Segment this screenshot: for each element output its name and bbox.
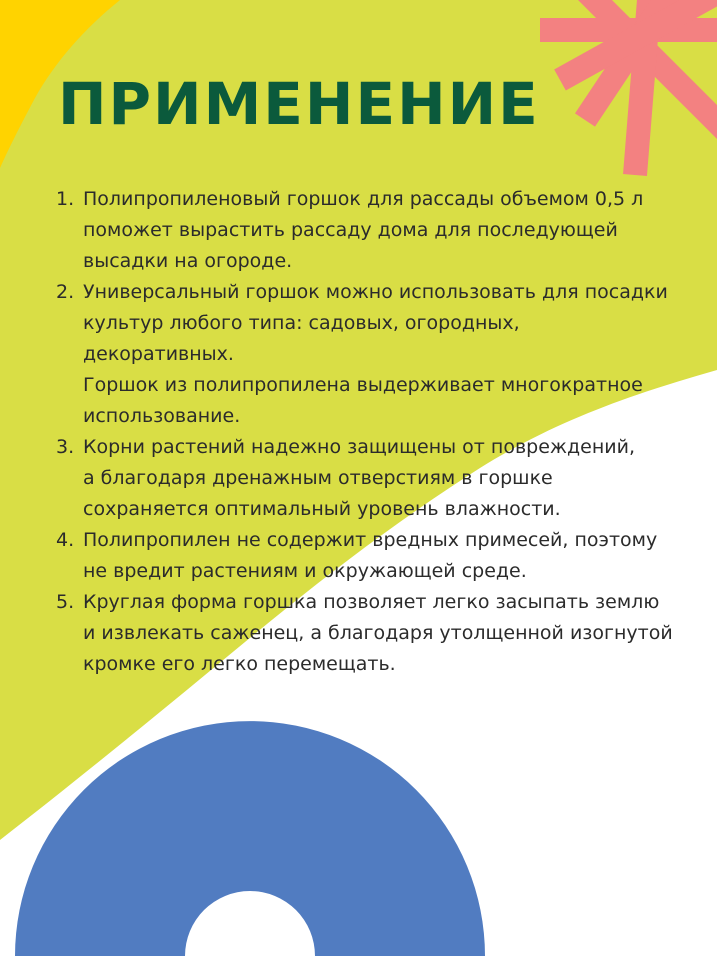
list-item-text [83,525,676,587]
text-line: Горшок из полипропилена выдерживает многократное [83,374,643,396]
text-line: культур любого типа: садовых, огородных, декоративных. [83,312,520,365]
list-item [56,184,676,277]
list-item-number: 2. [56,281,75,303]
list-item [56,432,676,525]
text-line: а благодаря дренажным отверстиям в горшке [83,467,553,489]
list-item-number: 3. [56,436,75,458]
text-line: высадки на огороде. [83,250,293,272]
text-line: поможет вырастить рассаду дома для последующей [83,219,618,241]
list-item-text [83,277,676,432]
text-line: не вредит растениям и окружающей среде. [83,560,527,582]
list-item-number: 4. [56,529,75,551]
list-item [56,587,676,680]
text-line: Полипропилен не содержит вредных примесей, поэтому [83,529,658,551]
list-item-number: 1. [56,188,75,210]
usage-list [56,184,676,680]
text-line: Круглая форма горшка позволяет легко засыпать землю [83,591,660,613]
text-line: Корни растений надежно защищены от повреждений, [83,436,636,458]
text-line: Универсальный горшок можно использовать для посадки [83,281,668,303]
text-line: Полипропиленовый горшок для рассады объемом 0,5 л [83,188,644,210]
list-item [56,277,676,432]
text-line: кромке его легко перемещать. [83,653,396,675]
text-line: использование. [83,405,241,427]
list-item-text [83,587,676,680]
list-item-number: 5. [56,591,75,613]
list-item-text [83,184,676,277]
text-line: сохраняется оптимальный уровень влажности. [83,498,561,520]
list-item-text [83,432,676,525]
text-line: и извлекать саженец, а благодаря утолщенной изогнутой [83,622,673,644]
list-item [56,525,676,587]
page-title: ПРИМЕНЕНИЕ [58,70,540,138]
